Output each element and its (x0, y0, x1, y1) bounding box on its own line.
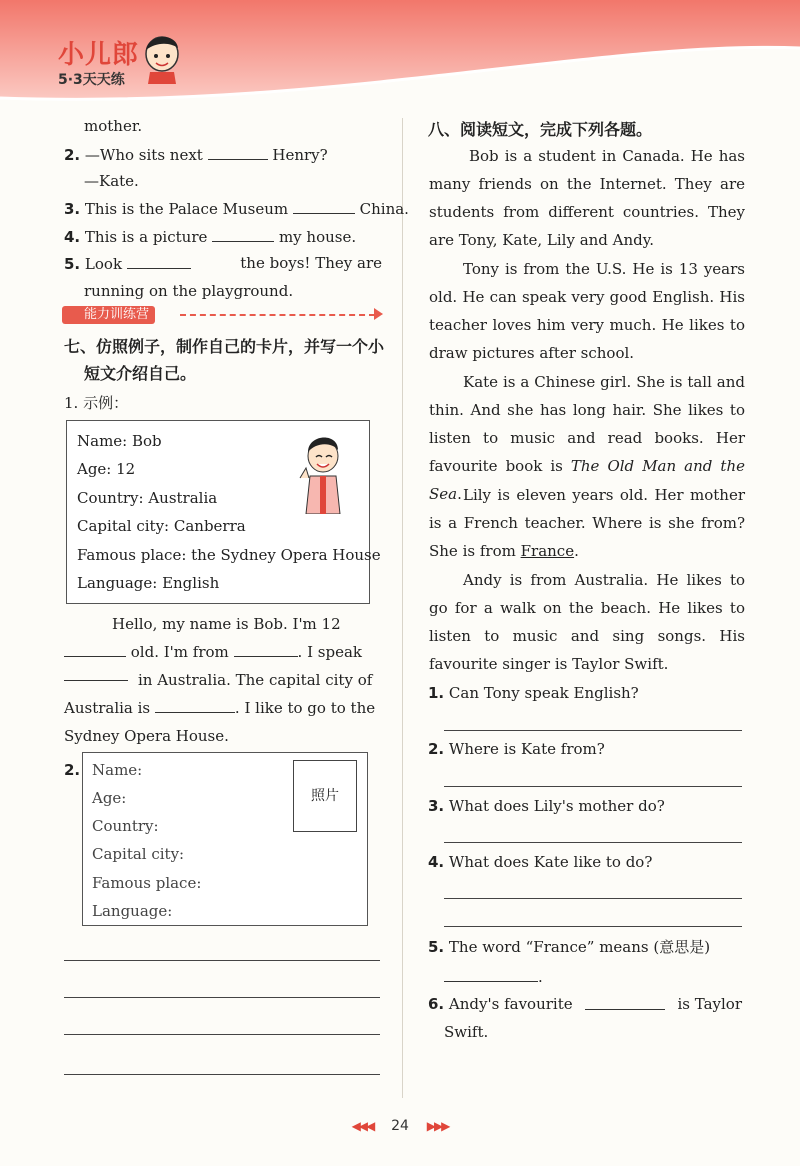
question-text: What does Lily's mother do? (448, 797, 665, 815)
writing-line[interactable] (64, 960, 380, 961)
left-arrows-icon: ◀◀◀ (351, 1119, 374, 1133)
question-text: This is the Palace Museum (84, 200, 289, 218)
brand-subtitle: 5·3天天练 (58, 72, 125, 88)
question-number: 3. (428, 797, 445, 815)
para-line: Hello, my name is Bob. I'm 12 (112, 615, 341, 633)
question-text: Andy's favourite (448, 995, 573, 1013)
answer-blank[interactable] (64, 642, 126, 657)
writing-line[interactable] (64, 1074, 380, 1075)
tag-dashes (180, 314, 375, 316)
answer-blank[interactable] (208, 145, 268, 160)
question-text: Can Tony speak English? (448, 684, 639, 702)
question-text: What does Kate like to do? (448, 853, 653, 871)
card-name-field[interactable]: Name: (92, 761, 143, 779)
para-text: . (574, 542, 579, 560)
question-number: 2. (428, 740, 445, 758)
ability-tag (62, 304, 385, 326)
question-number: 4. (64, 228, 81, 246)
question-number: 2. (64, 761, 81, 779)
para-text: in Australia. The capital city of (138, 671, 373, 689)
answer-blank[interactable] (212, 227, 274, 242)
question-text: is Taylor (677, 995, 742, 1013)
question-number: 1. (428, 684, 445, 702)
answer-line[interactable] (444, 786, 742, 787)
reading-question-1 (428, 684, 639, 702)
card-country: Country: Australia (77, 489, 218, 507)
reading-question-2 (428, 740, 605, 758)
example-label: 1. 示例： (64, 394, 129, 412)
card-capital: Capital city: Canberra (77, 517, 246, 535)
question-number: 4. (428, 853, 445, 871)
question-text: This is a picture (84, 228, 208, 246)
answer-blank[interactable] (585, 995, 665, 1010)
para-text: . I like to go to the (234, 699, 376, 717)
answer-line[interactable] (444, 898, 742, 899)
boy-avatar-icon (296, 430, 346, 514)
brand-logo (58, 34, 139, 89)
question-text: China. (359, 200, 409, 218)
column-divider (402, 118, 403, 1098)
card-language-field[interactable]: Language: (92, 902, 173, 920)
reading-question-3 (428, 797, 665, 815)
card-age: Age: 12 (77, 460, 136, 478)
example-paragraph (64, 610, 382, 750)
question-continuation: mother. (84, 117, 143, 135)
reading-question-5 (428, 938, 710, 956)
writing-line[interactable] (64, 1034, 380, 1035)
answer-line[interactable] (444, 730, 742, 731)
fill-question-5 (64, 254, 382, 273)
fill-question-2 (64, 145, 328, 164)
question-number: 2. (64, 146, 81, 164)
para-line: Sydney Opera House. (64, 727, 229, 745)
para-text: old. I'm from (130, 643, 229, 661)
answer-blank[interactable] (444, 967, 538, 982)
question-text: Look (84, 255, 123, 273)
question-text: my house. (278, 228, 357, 246)
card-capital-field[interactable]: Capital city: (92, 845, 185, 863)
para-line (64, 638, 382, 666)
card-famous-place: Famous place: the Sydney Opera House (77, 546, 381, 564)
answer-blank[interactable] (234, 642, 298, 657)
question-number: 6. (428, 995, 445, 1013)
question-text: The word “France” means (意思是) (448, 938, 711, 956)
question-answer: —Kate. (84, 172, 139, 190)
question-text: running on the playground. (84, 282, 294, 300)
writing-line[interactable] (64, 997, 380, 998)
question-number: 5. (64, 255, 81, 273)
question-text: Where is Kate from? (448, 740, 605, 758)
page-number: 24 (391, 1118, 409, 1134)
answer-blank[interactable] (64, 666, 128, 681)
book-title: The Old Man and the Sea (429, 457, 745, 503)
para-text: . I speak (297, 643, 362, 661)
para-text: . (457, 485, 462, 503)
para-text: Kate is a Chinese girl. She is tall and thin. And she has long hair. She likes to listen to music and read books. Her favourite book is (429, 373, 745, 475)
q5-answer-row: . (444, 967, 543, 986)
answer-blank[interactable] (127, 254, 191, 269)
para-text: Lily is eleven years old. Her mother is a French teacher. Where is she from? She is from (429, 486, 745, 560)
reading-paragraph-2: Tony is from the U.S. He is 13 years old. He can speak very good English. His teacher loves him very much. He likes to draw pictures after school. (429, 260, 745, 362)
fill-question-3 (64, 199, 409, 218)
para-line (64, 694, 382, 722)
question-number: 3. (64, 200, 81, 218)
answer-line[interactable] (444, 926, 742, 927)
answer-line[interactable] (444, 842, 742, 843)
ability-tag-label: 能力训练营 (62, 306, 155, 324)
right-arrows-icon: ▶▶▶ (426, 1119, 449, 1133)
photo-box[interactable]: 照片 (293, 760, 357, 832)
section-8-title: 八、阅读短文，完成下列各题。 (428, 120, 653, 139)
question-text: —Who sits next (84, 146, 203, 164)
section-7-title: 七、仿照例子，制作自己的卡片，并写一个小 (64, 337, 385, 356)
reading-paragraph-4 (429, 481, 745, 565)
mascot-icon (140, 32, 184, 84)
card-language: Language: English (77, 574, 220, 592)
reading-paragraph-5: Andy is from Australia. He likes to go for a walk on the beach. He likes to listen to music and sing songs. His favourite singer is Taylor Swift. (429, 571, 745, 673)
question-text: the boys! They are (240, 254, 382, 272)
reading-question-4 (428, 853, 652, 871)
card-age-field[interactable]: Age: (92, 789, 127, 807)
para-text: Australia is (64, 699, 151, 717)
para-line (64, 666, 382, 694)
underlined-word: France (520, 542, 575, 560)
question-number: 5. (428, 938, 445, 956)
question-text: Henry? (272, 146, 328, 164)
section-7-title-cont: 短文介绍自己。 (84, 364, 197, 383)
fill-question-4 (64, 227, 356, 246)
card-famous-field[interactable]: Famous place: (92, 874, 202, 892)
arrow-right-icon (374, 308, 383, 320)
reading-question-6 (428, 995, 742, 1013)
question-text: Swift. (444, 1023, 489, 1041)
card-country-field[interactable]: Country: (92, 817, 159, 835)
brand-title: 小儿郎 (58, 40, 140, 70)
reading-paragraph-1: Bob is a student in Canada. He has many friends on the Internet. They are students from different countries. They are Tony, Kate, Lily and Andy. (429, 147, 745, 249)
answer-blank[interactable] (293, 199, 355, 214)
page-footer (0, 1118, 800, 1134)
answer-blank[interactable] (155, 698, 235, 713)
card-name: Name: Bob (77, 432, 162, 450)
